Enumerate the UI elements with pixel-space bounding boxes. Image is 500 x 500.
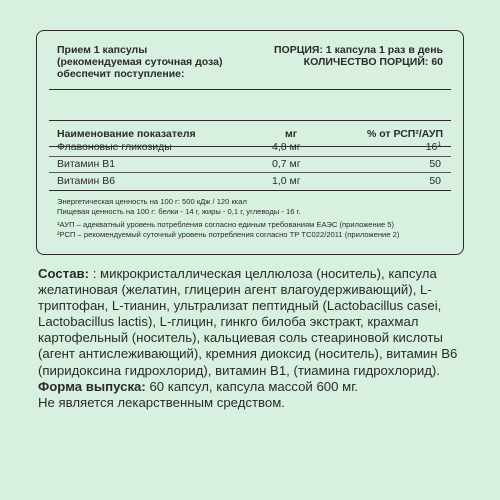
column-header-pct: % от РСП²/АУП bbox=[366, 128, 443, 140]
release-form-text: 60 капсул, капсула массой 600 мг. bbox=[145, 378, 359, 394]
table-bottom-rule bbox=[49, 190, 451, 191]
disclaimer-text: Не является лекарственным средством. bbox=[38, 394, 285, 410]
composition-block bbox=[38, 266, 470, 411]
intake-line: Прием 1 капсулы bbox=[57, 44, 148, 56]
release-form-label: Форма выпуска: bbox=[38, 378, 146, 394]
servings-count: КОЛИЧЕСТВО ПОРЦИЙ: 60 bbox=[303, 56, 443, 68]
composition-label: Состав: bbox=[38, 266, 90, 281]
intake-line: (рекомендуемая суточная доза) bbox=[57, 56, 223, 68]
row-name: Витамин B1 bbox=[57, 158, 116, 170]
row-pct: 50 bbox=[429, 158, 441, 170]
rsp-footnote: ²РСП – рекомендуемый суточный уровень потребления согласно ТР ТС022/2011 (приложение 2) bbox=[57, 229, 400, 239]
row-mg: 4,8 мг bbox=[272, 141, 301, 153]
row-pct: $16^1$ bbox=[425, 141, 441, 153]
serving-size: ПОРЦИЯ: 1 капсула 1 раз в день bbox=[273, 44, 443, 56]
row-pct: 50 bbox=[429, 175, 441, 187]
row-divider bbox=[49, 156, 451, 157]
table-row bbox=[37, 141, 463, 155]
row-mg: 0,7 мг bbox=[272, 158, 301, 170]
aup-footnote: ¹АУП – адекватный уровень потребления согласно единым требованиям ЕАЭС (приложение 5) bbox=[57, 220, 395, 229]
nutrition-facts-panel bbox=[36, 30, 464, 255]
composition-text: : микрокристаллическая целлюлоза (носитель), капсула желатиновая (желатин, глицерин агент влагоудерживающий), L-триптофан, L-тианин, ультрализат пептидный (Lactobacillus casei, Lactobacillus lactis), L-глицин, гинкго билоба экстракт, крахмал картофельный (носитель), кальциевая соль стеариновой кислоты (агент антислеживающий), кремния диоксид (носитель), витамин В6 (пиридоксина гидрохлорид), витамин В1, (тиамина гидрохлорид). bbox=[38, 266, 458, 378]
table-top-rule bbox=[49, 120, 451, 121]
table-row bbox=[37, 175, 463, 189]
row-mg: 1,0 мг bbox=[272, 175, 301, 187]
intake-line: обеспечит поступление: bbox=[57, 68, 185, 80]
row-divider bbox=[49, 172, 451, 173]
header-divider bbox=[49, 89, 451, 90]
row-name: Флавоновые гликозиды bbox=[57, 141, 172, 153]
table-row bbox=[37, 158, 463, 172]
row-name: Витамин B6 bbox=[57, 175, 116, 187]
column-header-mg: мг bbox=[285, 128, 298, 140]
serving-info bbox=[274, 44, 443, 68]
nutrition-value: Пищевая ценность на 100 г: белки - 14 г, жиры - 0,1 г, углеводы - 16 г. bbox=[57, 206, 301, 216]
energy-value: Энергетическая ценность на 100 г: 500 кДж / 120 ккал bbox=[57, 197, 247, 206]
column-header-name: Наименование показателя bbox=[57, 128, 196, 140]
footnotes bbox=[57, 197, 399, 239]
intake-description bbox=[57, 44, 222, 80]
